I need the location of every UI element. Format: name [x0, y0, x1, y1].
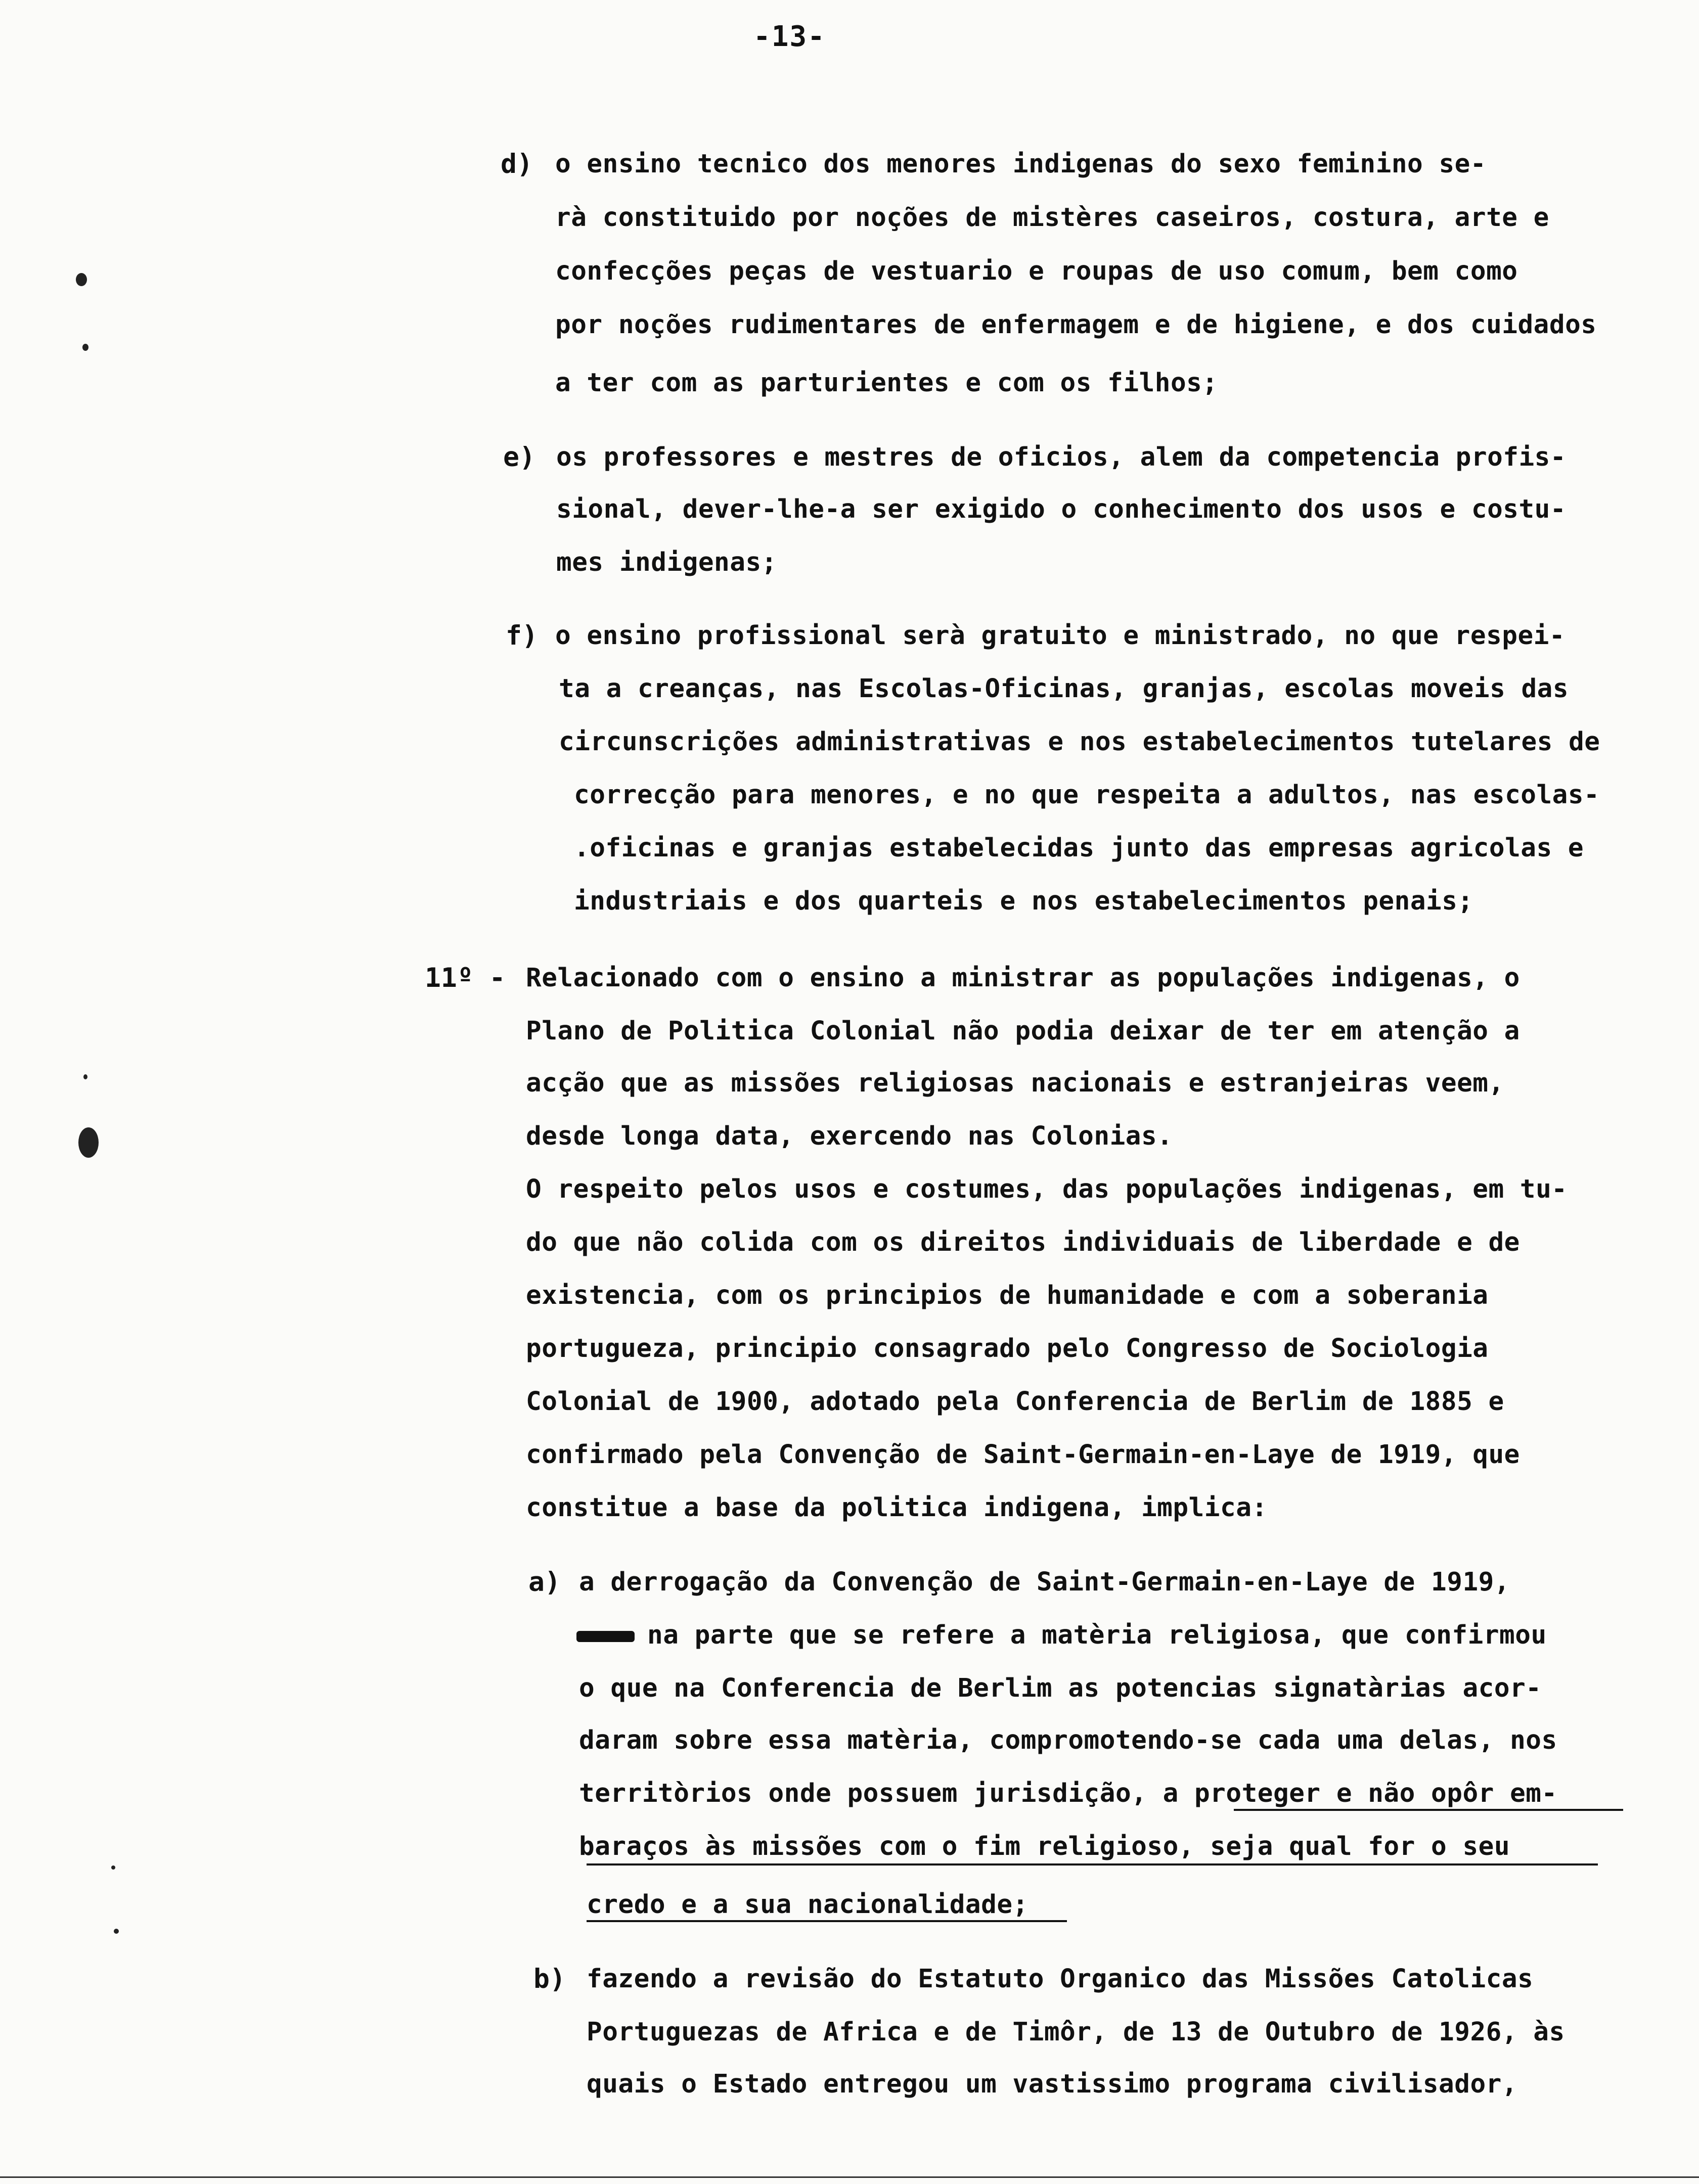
text-line: desde longa data, exercendo nas Colonias.	[526, 1121, 1173, 1151]
underline-mark	[587, 1920, 1067, 1922]
text-line: confecções peças de vestuario e roupas de uso comum, bem como	[555, 256, 1518, 286]
text-line: territòrios onde possuem jurisdição, a proteger e não opôr em-	[579, 1779, 1557, 1808]
text-line: existencia, com os principios de humanidade e com a soberania	[526, 1281, 1489, 1310]
text-line: .oficinas e granjas estabelecidas junto das empresas agricolas e	[574, 833, 1584, 863]
text-line: Colonial de 1900, adotado pela Conferencia de Berlim de 1885 e	[526, 1387, 1504, 1417]
item-marker: d)	[501, 149, 533, 179]
text-line: Plano de Politica Colonial não podia deixar de ter em atenção a	[526, 1016, 1520, 1046]
text-line: a ter com as parturientes e com os filhos;	[555, 368, 1218, 398]
scan-speck	[111, 1866, 115, 1870]
text-line: confirmado pela Convenção de Saint-Germain-en-Laye de 1919, que	[526, 1440, 1520, 1470]
item-marker: f)	[506, 620, 538, 651]
text-line: correcção para menores, e no que respeita a adultos, nas escolas-	[574, 780, 1600, 810]
page-number: -13-	[753, 20, 826, 53]
text-line: daram sobre essa matèria, compromotendo-se cada uma delas, nos	[579, 1725, 1557, 1755]
page-edge-rule	[0, 2176, 1699, 2178]
text-line: industriais e dos quarteis e nos estabelecimentos penais;	[574, 886, 1473, 916]
punch-hole-mark	[78, 1127, 99, 1158]
text-line: o que na Conferencia de Berlim as potencias signatàrias acor-	[579, 1673, 1542, 1703]
scan-speck	[82, 344, 88, 351]
text-line: sional, dever-lhe-a ser exigido o conhecimento dos usos e costu-	[556, 494, 1567, 524]
text-line: quais o Estado entregou um vastissimo programa civilisador,	[587, 2069, 1518, 2099]
text-line: rà constituido por noções de mistères caseiros, costura, arte e	[555, 203, 1549, 233]
scan-speck	[83, 1074, 87, 1079]
section-marker: 11º -	[425, 963, 506, 993]
text-line: por noções rudimentares de enfermagem e de higiene, e dos cuidados	[555, 310, 1597, 340]
text-line: portugueza, principio consagrado pelo Congresso de Sociologia	[526, 1334, 1489, 1363]
text-line: o ensino tecnico dos menores indigenas do sexo feminino se-	[555, 149, 1487, 179]
text-line: Portuguezas de Africa e de Timôr, de 13 de Outubro de 1926, às	[587, 2017, 1565, 2047]
text-line: do que não colida com os direitos individuais de liberdade e de	[526, 1227, 1520, 1257]
scan-speck	[76, 273, 87, 286]
ink-blot	[576, 1631, 635, 1642]
text-line: constitue a base da politica indigena, implica:	[526, 1493, 1268, 1523]
text-line: circunscrições administrativas e nos estabelecimentos tutelares de	[559, 727, 1600, 757]
text-line: credo e a sua nacionalidade;	[587, 1890, 1029, 1920]
text-line: acção que as missões religiosas nacionais e estranjeiras veem,	[526, 1068, 1504, 1098]
text-line: Relacionado com o ensino a ministrar as populações indigenas, o	[526, 963, 1520, 993]
sub-item-marker: a)	[528, 1567, 561, 1598]
text-line: O respeito pelos usos e costumes, das populações indigenas, em tu-	[526, 1174, 1568, 1204]
text-line: os professores e mestres de oficios, alem da competencia profis-	[556, 442, 1567, 472]
text-line: o ensino profissional serà gratuito e ministrado, no que respei-	[555, 621, 1566, 651]
sub-item-marker: b)	[533, 1964, 566, 1994]
text-line: mes indigenas;	[556, 548, 777, 577]
text-line: na parte que se refere a matèria religiosa, que confirmou	[647, 1620, 1547, 1650]
text-line: fazendo a revisão do Estatuto Organico das Missões Catolicas	[587, 1964, 1534, 1994]
text-line: baraços às missões com o fim religioso, seja qual for o seu	[579, 1832, 1510, 1861]
item-marker: e)	[503, 442, 535, 473]
underline-mark	[1234, 1809, 1623, 1811]
scan-speck	[114, 1929, 119, 1934]
underline-mark	[587, 1863, 1598, 1866]
text-line: ta a creanças, nas Escolas-Oficinas, granjas, escolas moveis das	[559, 674, 1569, 704]
text-line: a derrogação da Convenção de Saint-Germain-en-Laye de 1919,	[579, 1567, 1510, 1597]
